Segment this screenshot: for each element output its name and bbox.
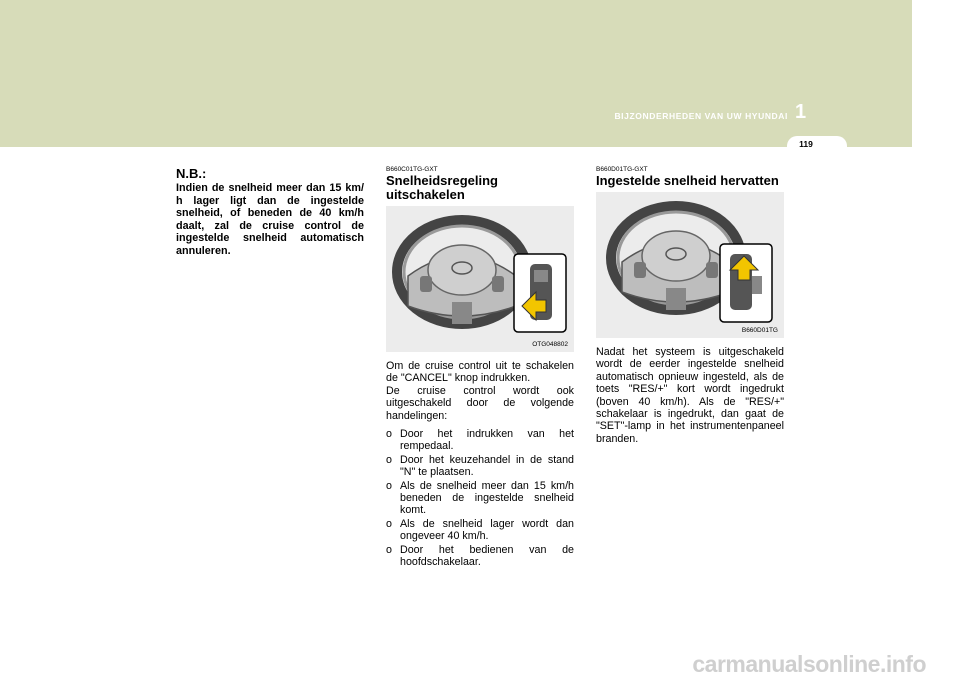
resume-para: Nadat het systeem is uitgeschakeld wordt de eerder ingestelde snelheid automatisch opnieuw ingesteld, als de toets "RES/+" kort wordt ingedrukt (boven 40 km/h). Als de "RES/+" schakelaar is ingedrukt, dan gaat de "SET"-lamp in het instrumentenpaneel branden. xyxy=(596,346,784,445)
steering-wheel-figure-resume xyxy=(596,192,784,338)
chapter-title: BIJZONDERHEDEN VAN UW HYUNDAI xyxy=(614,111,788,121)
list-item: o Door het bedienen van de hoofdschakelaar. xyxy=(386,543,574,569)
figure-caption: OTG048802 xyxy=(532,340,568,348)
cancel-conditions-list xyxy=(386,428,574,568)
figure-caption: B660D01TG xyxy=(741,326,778,334)
watermark: carmanualsonline.info xyxy=(692,651,926,677)
section-code: B660C01TG-GXT xyxy=(386,166,438,173)
note-column xyxy=(176,166,364,257)
note-text: Indien de snelheid meer dan 15 km/ h lager ligt dan de ingestelde snelheid, of beneden de 40 km/h daalt, zal de cruise control de ingestelde snelheid automatisch annuleren. xyxy=(176,182,364,257)
section-heading: Ingestelde snelheid hervatten xyxy=(596,173,779,188)
steering-wheel-figure-cancel xyxy=(386,206,574,352)
section-code: B660D01TG-GXT xyxy=(596,166,648,173)
page-number: 119 xyxy=(799,139,813,149)
list-item: o Als de snelheid meer dan 15 km/h beneden de ingestelde snelheid komt. xyxy=(386,479,574,517)
header-band xyxy=(0,0,912,147)
chapter-number: 1 xyxy=(795,101,807,123)
note-title: N.B.: xyxy=(176,166,207,181)
section-heading: Snelheidsregeling uitschakelen xyxy=(386,173,498,202)
list-item: o Als de snelheid lager wordt dan ongeveer 40 km/h. xyxy=(386,517,574,543)
section-resume xyxy=(596,166,784,445)
cancel-para-1: Om de cruise control uit te schakelen de "CANCEL" knop indrukken. xyxy=(386,360,574,385)
cancel-para-2: De cruise control wordt ook uitgeschakeld door de volgende handelingen: xyxy=(386,384,574,422)
list-item: o Door het keuzehandel in de stand "N" te plaatsen. xyxy=(386,453,574,479)
steering-wheel-illustration xyxy=(596,192,784,338)
header-band-gap xyxy=(912,0,960,147)
list-item: o Door het indrukken van het rempedaal. xyxy=(386,428,574,453)
steering-wheel-illustration xyxy=(386,206,574,352)
section-cancel xyxy=(386,166,574,570)
